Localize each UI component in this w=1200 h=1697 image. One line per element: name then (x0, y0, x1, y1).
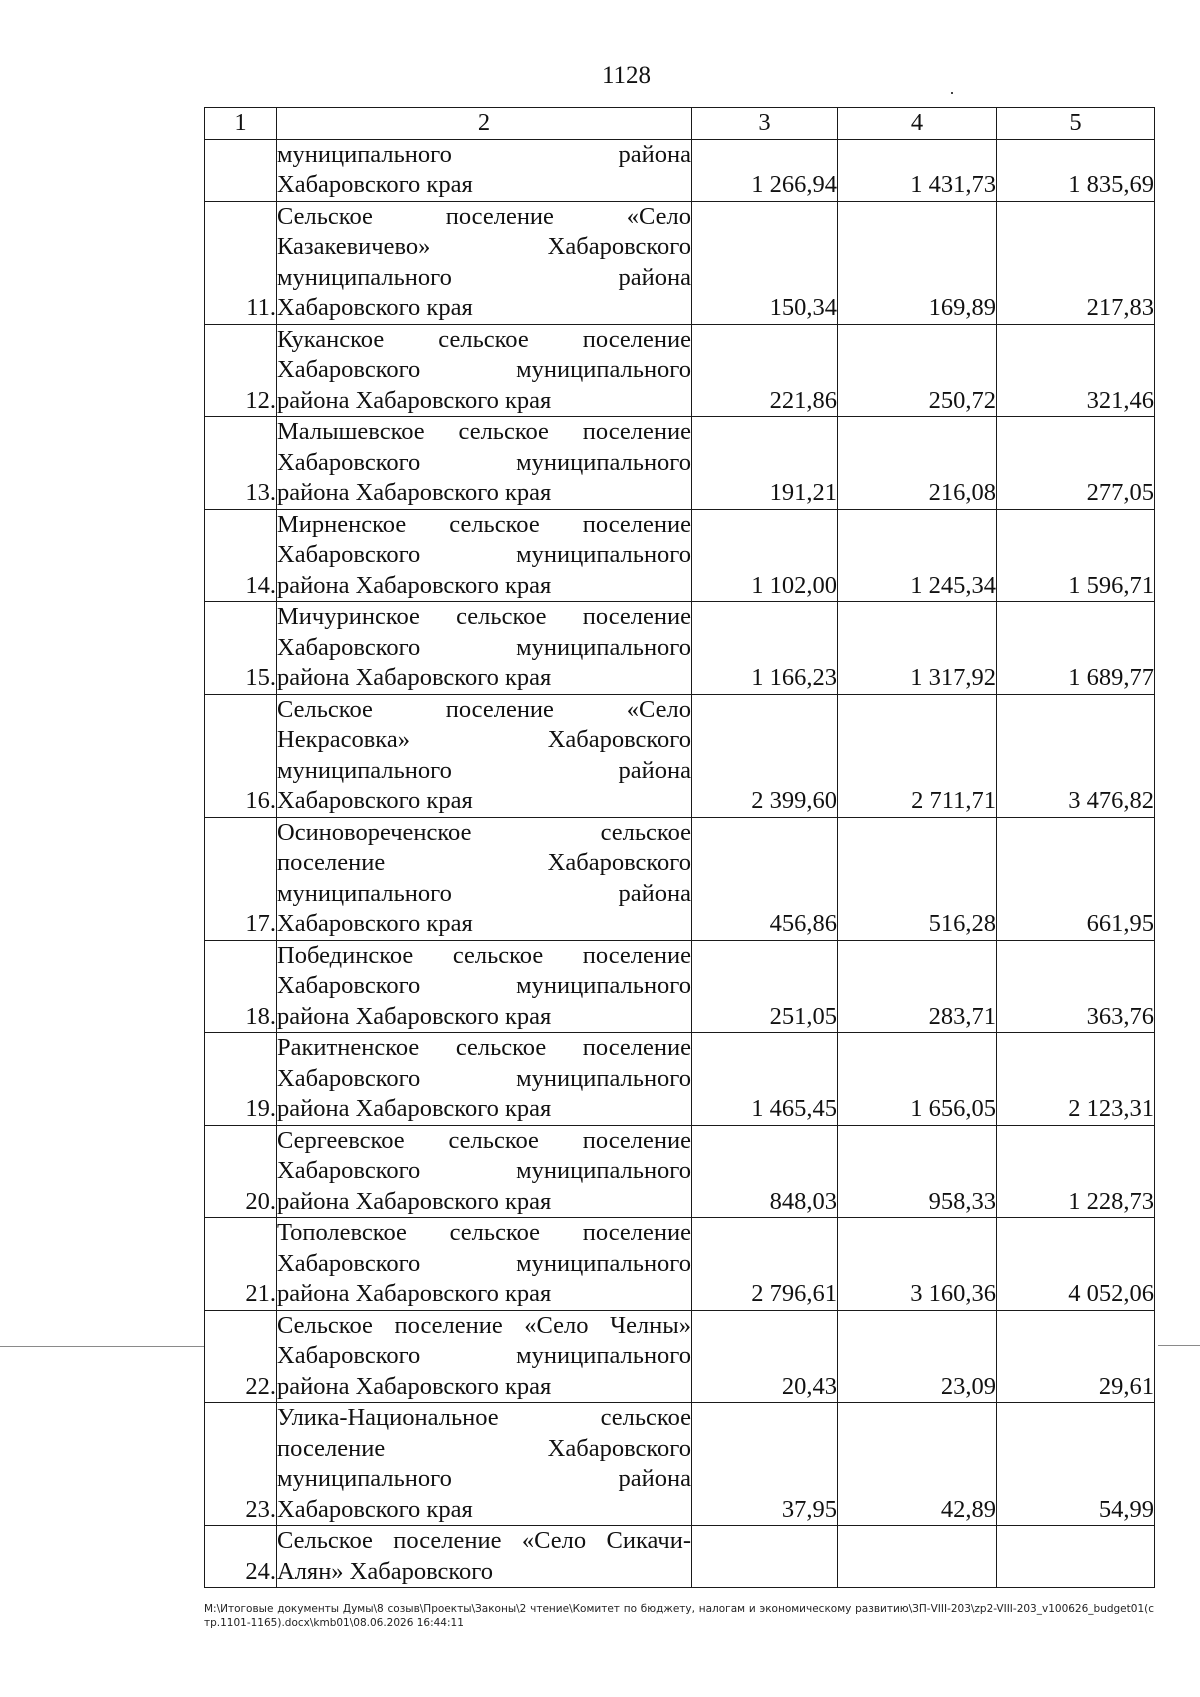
row-index: 19. (205, 1033, 277, 1126)
table-row (205, 1403, 1155, 1526)
value-col4: 250,72 (838, 324, 997, 417)
value-col4: 958,33 (838, 1125, 997, 1218)
value-col3: 150,34 (692, 201, 838, 324)
settlement-name-line: поселение Хабаровского (277, 1434, 691, 1462)
settlement-name-line: Хабаровского муниципального (277, 1249, 691, 1277)
settlement-name (277, 602, 692, 695)
row-index: 14. (205, 509, 277, 602)
settlement-name-line: Сергеевское сельское поселение (277, 1126, 691, 1154)
header-cell: 4 (838, 108, 997, 140)
value-col5: 4 052,06 (997, 1218, 1155, 1311)
settlement-name (277, 940, 692, 1033)
value-col3: 1 266,94 (692, 139, 838, 201)
settlement-name-line: Сельское поселение «Село (277, 202, 691, 230)
value-col3: 848,03 (692, 1125, 838, 1218)
row-index: 20. (205, 1125, 277, 1218)
value-col3: 191,21 (692, 417, 838, 510)
value-col3: 1 102,00 (692, 509, 838, 602)
settlement-name-line: Хабаровского муниципального (277, 356, 691, 383)
value-col5: 2 123,31 (997, 1033, 1155, 1126)
settlement-name-line: Хабаровского муниципального (277, 541, 691, 568)
settlement-name-line: муниципального района (277, 1465, 691, 1492)
value-col5: 1 228,73 (997, 1125, 1155, 1218)
page-number: 1128 (601, 62, 652, 89)
table-row (205, 417, 1155, 510)
settlement-name (277, 817, 692, 940)
value-col3 (692, 1526, 838, 1588)
table-row (205, 324, 1155, 417)
row-index: 11. (205, 201, 277, 324)
value-col5: 1 835,69 (997, 139, 1155, 201)
value-col5 (997, 1526, 1155, 1588)
value-col5: 3 476,82 (997, 694, 1155, 817)
value-col3: 251,05 (692, 940, 838, 1033)
table-row (205, 509, 1155, 602)
settlement-name (277, 1526, 692, 1588)
row-index: 13. (205, 417, 277, 510)
row-index: 12. (205, 324, 277, 417)
settlement-name-line: Хабаровского края (277, 294, 473, 321)
value-col5: 1 689,77 (997, 602, 1155, 695)
value-col5: 661,95 (997, 817, 1155, 940)
settlement-name-line: района Хабаровского края (277, 1187, 552, 1215)
table-row (205, 1125, 1155, 1218)
settlement-name-line: района Хабаровского края (277, 1095, 552, 1122)
header-cell: 2 (277, 108, 692, 140)
table-row (205, 1033, 1155, 1126)
value-col5: 54,99 (997, 1403, 1155, 1526)
value-col3: 20,43 (692, 1310, 838, 1403)
value-col3: 221,86 (692, 324, 838, 417)
value-col5: 321,46 (997, 324, 1155, 417)
value-col5: 29,61 (997, 1310, 1155, 1403)
value-col4: 42,89 (838, 1403, 997, 1526)
settlement-name-line: района Хабаровского края (277, 479, 552, 506)
settlement-name-line: Мирненское сельское поселение (277, 510, 691, 538)
value-col3: 456,86 (692, 817, 838, 940)
settlement-name-line: Тополевское сельское поселение (277, 1219, 691, 1246)
header-cell: 1 (205, 108, 277, 140)
settlement-name-line: Хабаровского края (277, 787, 473, 814)
settlement-name-line: поселение Хабаровского (277, 849, 691, 876)
settlement-name-line: Сельское поселение «Село (277, 695, 691, 723)
settlement-name-line: Осиновореченское сельское (277, 818, 691, 846)
table-row (205, 139, 1155, 201)
table-row (205, 940, 1155, 1033)
value-col5: 1 596,71 (997, 509, 1155, 602)
header-cell: 5 (997, 108, 1155, 140)
settlement-name-line: муниципального района (277, 879, 691, 907)
settlement-name-line: Малышевское сельское поселение (277, 418, 691, 445)
value-col3: 2 399,60 (692, 694, 838, 817)
settlement-name (277, 201, 692, 324)
settlement-name-line: Казакевичево» Хабаровского (277, 233, 691, 260)
settlement-name-line: Хабаровского муниципального (277, 633, 691, 661)
value-col4: 516,28 (838, 817, 997, 940)
row-index: 22. (205, 1310, 277, 1403)
settlement-name (277, 694, 692, 817)
settlement-name-line: района Хабаровского края (277, 1372, 552, 1400)
value-col4: 2 711,71 (838, 694, 997, 817)
settlement-name-line: района Хабаровского края (277, 1280, 552, 1307)
value-col4: 1 317,92 (838, 602, 997, 695)
settlement-name-line: Алян» Хабаровского (277, 1557, 493, 1585)
header-cell: 3 (692, 108, 838, 140)
settlement-name (277, 509, 692, 602)
settlement-name-line: Некрасовка» Хабаровского (277, 726, 691, 753)
table-row (205, 1218, 1155, 1311)
table-row (205, 1310, 1155, 1403)
table-row (205, 201, 1155, 324)
value-col4: 1 656,05 (838, 1033, 997, 1126)
value-col3: 2 796,61 (692, 1218, 838, 1311)
settlement-name (277, 1125, 692, 1218)
settlement-name-line: Хабаровского муниципального (277, 972, 691, 999)
settlement-name-line: Хабаровского края (277, 171, 473, 198)
settlement-name-line: Хабаровского муниципального (277, 448, 691, 476)
row-index: 21. (205, 1218, 277, 1311)
row-index: 17. (205, 817, 277, 940)
value-col5: 363,76 (997, 940, 1155, 1033)
settlement-name (277, 1218, 692, 1311)
value-col4: 283,71 (838, 940, 997, 1033)
value-col4: 169,89 (838, 201, 997, 324)
table-row (205, 602, 1155, 695)
settlement-name (277, 417, 692, 510)
row-index: 23. (205, 1403, 277, 1526)
row-index: 15. (205, 602, 277, 695)
settlement-name-line: муниципального района (277, 756, 691, 784)
settlement-name-line: Хабаровского края (277, 1495, 473, 1523)
settlement-name-line: Хабаровского муниципального (277, 1157, 691, 1184)
settlement-name-line: Улика-Национальное сельское (277, 1404, 691, 1431)
row-index: 24. (205, 1526, 277, 1588)
settlement-name-line: Побединское сельское поселение (277, 941, 691, 969)
settlement-name-line: района Хабаровского края (277, 1002, 552, 1030)
table-row (205, 694, 1155, 817)
settlement-name-line: Сельское поселение «Село Сикачи- (277, 1527, 691, 1554)
document-path-footer: M:\Итоговые документы Думы\8 созыв\Проекты\Законы\2 чтение\Комитет по бюджету, налогам и экономическому развитию\ЗП-VIII-203\zp2-VIII-203_v100626_budget01(стр.1101-1165).docx\kmb01\08.06.2026 16:44:11 (204, 1603, 1154, 1629)
settlement-name-line: района Хабаровского края (277, 571, 552, 599)
value-col4: 23,09 (838, 1310, 997, 1403)
settlement-name (277, 1403, 692, 1526)
settlement-name-line: Ракитненское сельское поселение (277, 1034, 691, 1061)
settlement-name-line: Мичуринское сельское поселение (277, 603, 691, 630)
budget-table (204, 107, 1155, 1588)
settlement-name-line: Сельское поселение «Село Челны» (277, 1311, 691, 1339)
value-col4: 3 160,36 (838, 1218, 997, 1311)
settlement-name-line: муниципального района (277, 263, 691, 291)
row-index: 16. (205, 694, 277, 817)
scan-line-left (0, 1346, 204, 1347)
settlement-name (277, 324, 692, 417)
value-col5: 277,05 (997, 417, 1155, 510)
settlement-name-line: Куканское сельское поселение (277, 325, 691, 353)
value-col3: 1 465,45 (692, 1033, 838, 1126)
settlement-name (277, 139, 692, 201)
scan-line-right (1158, 1345, 1200, 1346)
row-index: 18. (205, 940, 277, 1033)
value-col4: 1 245,34 (838, 509, 997, 602)
table-row (205, 817, 1155, 940)
value-col3: 37,95 (692, 1403, 838, 1526)
value-col4: 1 431,73 (838, 139, 997, 201)
header-row (205, 108, 1155, 140)
settlement-name-line: района Хабаровского края (277, 386, 552, 414)
table-row (205, 1526, 1155, 1588)
value-col4 (838, 1526, 997, 1588)
settlement-name-line: Хабаровского муниципального (277, 1342, 691, 1369)
settlement-name-line: Хабаровского муниципального (277, 1064, 691, 1092)
settlement-name-line: района Хабаровского края (277, 664, 552, 691)
value-col5: 217,83 (997, 201, 1155, 324)
settlement-name-line: муниципального района (277, 140, 691, 168)
value-col4: 216,08 (838, 417, 997, 510)
settlement-name-line: Хабаровского края (277, 910, 473, 937)
scan-speck (951, 92, 953, 94)
value-col3: 1 166,23 (692, 602, 838, 695)
settlement-name (277, 1310, 692, 1403)
settlement-name (277, 1033, 692, 1126)
row-index (205, 139, 277, 201)
